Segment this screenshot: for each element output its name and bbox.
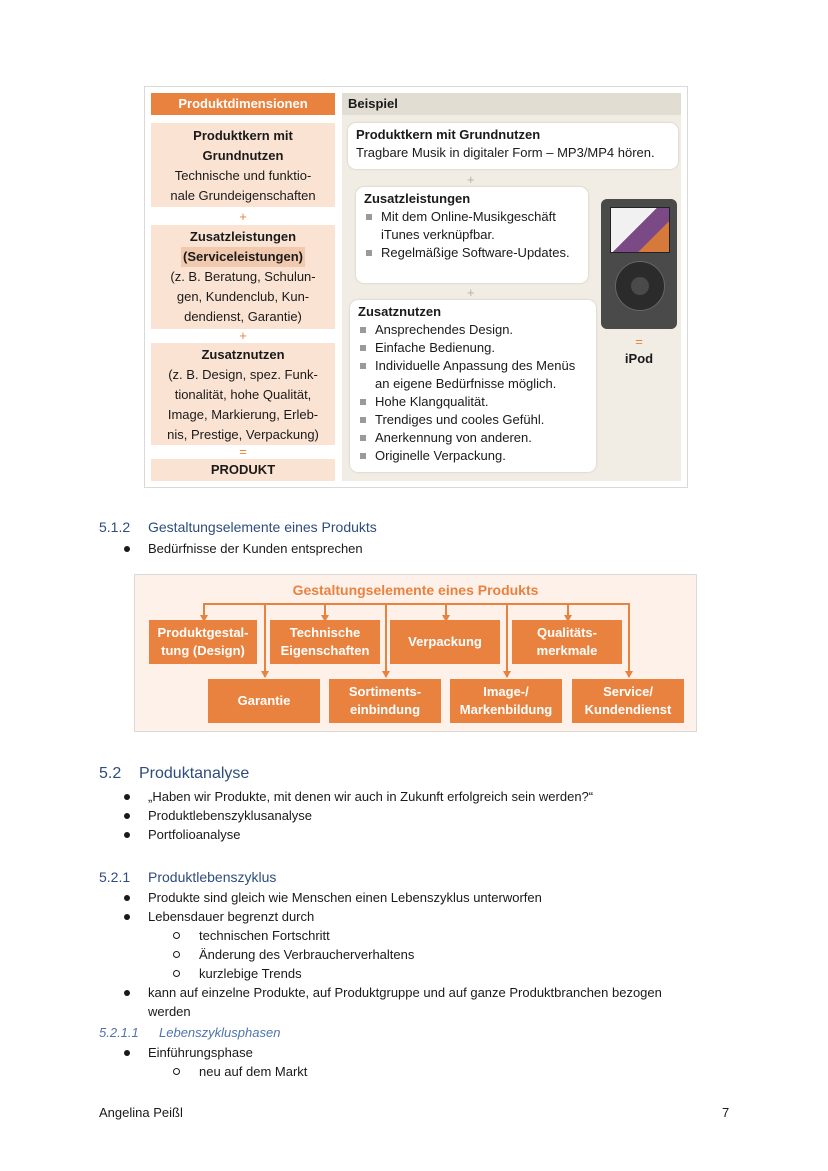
additional-benefit-box — [151, 343, 335, 445]
example-benefits-list — [358, 321, 588, 465]
bullet-continuation: werden — [148, 1004, 191, 1019]
box-line: Qualitäts- — [537, 625, 597, 640]
benefit-text-line4: nis, Prestige, Verpackung) — [167, 427, 319, 442]
example-services-title: Zusatzleistungen — [364, 191, 471, 206]
plus-sign: + — [239, 328, 247, 343]
section-title: Produktlebenszyklus — [148, 869, 277, 885]
connector-line — [385, 603, 387, 677]
design-element-box — [329, 679, 441, 723]
design-element-box — [572, 679, 684, 723]
list-item: Ansprechendes Design. — [358, 321, 588, 339]
design-elements-diagram — [134, 574, 697, 732]
box-line: tung (Design) — [161, 643, 245, 658]
box-line: Garantie — [237, 693, 291, 708]
product-dimensions-figure — [144, 86, 688, 488]
services-text-line2: gen, Kundenclub, Kun- — [176, 289, 310, 304]
section-number: 5.2.1 — [99, 869, 131, 885]
list-item: iTunes verknüpfbar. — [381, 227, 495, 242]
services-title-line2: (Serviceleistungen) — [181, 247, 305, 267]
list-item: Anerkennung von anderen. — [358, 429, 588, 447]
connector-line — [506, 603, 508, 677]
core-text-line2: nale Grundeigenschaften — [170, 188, 316, 203]
bullet-item: kann auf einzelne Produkte, auf Produktgruppe und auf ganze Produktbranchen bezogen — [148, 985, 662, 1000]
section-number: 5.2 — [99, 765, 122, 782]
services-text-line3: dendienst, Garantie) — [184, 309, 302, 324]
core-title-line2: Grundnutzen — [202, 148, 284, 163]
sub-bullet-item: kurzlebige Trends — [199, 966, 302, 981]
benefit-text-line1: (z. B. Design, spez. Funk- — [168, 367, 318, 382]
benefit-text-line3: Image, Markierung, Erleb- — [167, 407, 319, 422]
box-line: Produktgestal- — [157, 625, 249, 640]
benefit-text-line2: tionalität, hohe Qualität, — [174, 387, 312, 402]
sub-bullet-item: neu auf dem Markt — [199, 1064, 308, 1079]
box-line: Service/ — [603, 684, 653, 699]
list-item: Einfache Bedienung. — [358, 339, 588, 357]
box-line: Markenbildung — [459, 702, 553, 717]
additional-services-box — [151, 225, 335, 329]
section-heading-5-2-1-1 — [99, 1025, 280, 1040]
example-services-list — [364, 208, 580, 262]
plus-sign: + — [467, 285, 475, 300]
box-line: Image-/ — [483, 684, 529, 699]
example-core-title: Produktkern mit Grundnutzen — [356, 127, 541, 142]
bullet-item: Einführungsphase — [148, 1045, 253, 1060]
ipod-image — [601, 199, 677, 329]
section-heading-5-2 — [99, 765, 249, 783]
equals-sign: = — [635, 334, 643, 349]
list-item: an eigene Bedürfnisse möglich. — [375, 376, 557, 391]
design-element-box — [450, 679, 562, 723]
services-text-line1: (z. B. Beratung, Schulun- — [170, 269, 316, 284]
list-item: Trendiges und cooles Gefühl. — [358, 411, 588, 429]
design-element-box — [149, 620, 257, 664]
connector-line — [567, 603, 569, 615]
ipod-click-wheel — [615, 261, 665, 311]
section-title: Lebenszyklusphasen — [159, 1025, 281, 1040]
section-title: Gestaltungselemente eines Produkts — [148, 519, 377, 535]
design-element-box — [270, 620, 380, 664]
list-item: Originelle Verpackung. — [358, 447, 588, 465]
example-services-bubble — [356, 187, 588, 283]
box-line: Kundendienst — [584, 702, 672, 717]
box-line: Eigenschaften — [280, 643, 370, 658]
box-line: Sortiments- — [348, 684, 422, 699]
sub-bullet-item: technischen Fortschritt — [199, 928, 330, 943]
example-benefits-bubble — [350, 300, 596, 472]
section-heading-5-2-1 — [99, 869, 276, 885]
box-line: einbindung — [349, 702, 421, 717]
example-core-text: Tragbare Musik in digitaler Form – MP3/MP4 hören. — [356, 145, 655, 160]
bullet-item: Lebensdauer begrenzt durch — [148, 909, 315, 924]
sub-bullet-item: Änderung des Verbraucherverhaltens — [199, 947, 415, 962]
list-item: Hohe Klangqualität. — [358, 393, 588, 411]
plus-sign: + — [467, 172, 475, 187]
core-text-line1: Technische und funktio- — [174, 168, 312, 183]
bullet-item: Bedürfnisse der Kunden entsprechen — [148, 541, 363, 556]
plus-sign: + — [239, 209, 247, 224]
ipod-screen — [610, 207, 670, 253]
benefit-title: Zusatznutzen — [201, 347, 285, 362]
arrow-head — [261, 671, 269, 678]
bullet-item: Produkte sind gleich wie Menschen einen Lebenszyklus unterworfen — [148, 890, 542, 905]
arrow-head — [625, 671, 633, 678]
equals-sign: = — [239, 444, 247, 459]
bullet-item: Produktlebenszyklusanalyse — [148, 808, 313, 823]
services-title-line1: Zusatzleistungen — [189, 229, 297, 244]
bullet-item: Portfolioanalyse — [148, 827, 241, 842]
section-number: 5.1.2 — [99, 519, 131, 535]
section-title: Produktanalyse — [139, 765, 250, 782]
bullet-item: „Haben wir Produkte, mit denen wir auch in Zukunft erfolgreich sein werden?“ — [148, 789, 594, 804]
dimensions-header: Produktdimensionen — [151, 93, 335, 115]
core-title-line1: Produktkern mit — [193, 128, 293, 143]
connector-line — [628, 603, 630, 677]
box-line: Technische — [289, 625, 361, 640]
connector-line — [264, 603, 266, 677]
core-product-box — [151, 123, 335, 207]
list-item: Regelmäßige Software-Updates. — [364, 244, 580, 262]
list-item: Individuelle Anpassung des Menüs — [358, 357, 588, 375]
example-core-bubble — [348, 123, 678, 169]
section-number: 5.2.1.1 — [99, 1025, 139, 1040]
page-number: 7 — [722, 1105, 730, 1120]
section-heading-5-1-2 — [99, 519, 377, 535]
arrow-head — [382, 671, 390, 678]
product-dimensions-column — [151, 93, 335, 481]
product-label: iPod — [624, 351, 654, 366]
connector-line — [203, 603, 629, 605]
box-line: merkmale — [536, 643, 598, 658]
footer-author: Angelina Peißl — [99, 1105, 183, 1120]
connector-line — [203, 603, 205, 615]
box-line: Verpackung — [408, 634, 482, 649]
product-result-box: PRODUKT — [151, 459, 335, 481]
design-element-box — [512, 620, 622, 664]
example-benefits-title: Zusatznutzen — [358, 304, 442, 319]
design-element-box — [208, 679, 320, 723]
connector-line — [324, 603, 326, 615]
diagram-title: Gestaltungselemente eines Produkts — [292, 582, 539, 598]
example-header: Beispiel — [342, 93, 681, 115]
connector-line — [445, 603, 447, 615]
design-element-box — [390, 620, 500, 664]
arrow-head — [503, 671, 511, 678]
list-item: Mit dem Online-Musikgeschäft — [364, 208, 580, 226]
